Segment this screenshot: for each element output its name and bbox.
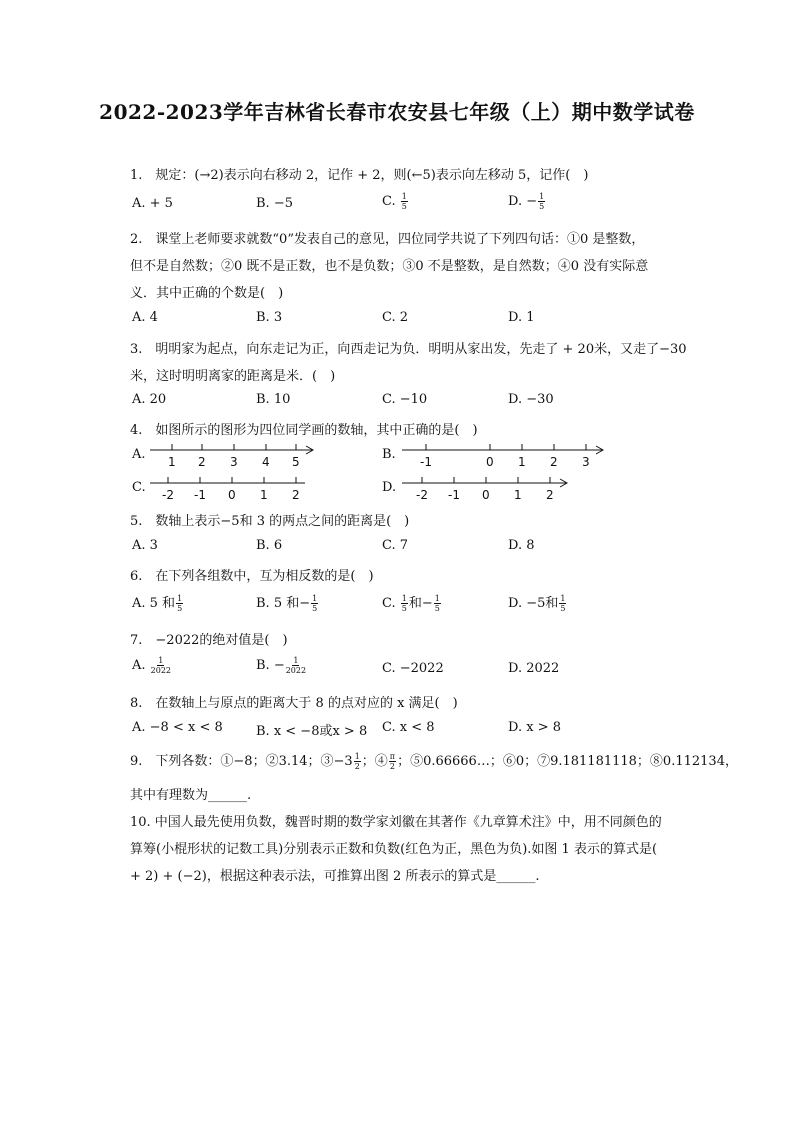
question-9-line-2: 其中有理数为______. xyxy=(130,788,252,803)
tick-label: -2 xyxy=(162,488,174,502)
tick-label: 0 xyxy=(228,488,236,502)
q7-option-b: B. − $\frac{1}{2022}$ xyxy=(256,656,307,675)
tick-label: -1 xyxy=(420,455,432,469)
fraction: $\frac{1}{2}$ xyxy=(354,752,360,771)
number-line-d xyxy=(402,477,572,507)
q4-option-c-label: C. xyxy=(132,480,146,495)
q6-option-a: A. 5 和 $\frac{1}{5}$ xyxy=(132,594,183,613)
tick-label: -1 xyxy=(448,488,460,502)
tick-label: 2 xyxy=(550,455,558,469)
q3-option-a: A. 20 xyxy=(132,392,167,407)
question-5-text: 5. 数轴上表示−5和 3 的两点之间的距离是( ) xyxy=(130,514,410,529)
tick-label: -2 xyxy=(416,488,428,502)
tick-label: 3 xyxy=(582,455,590,469)
fraction: $\frac{1}{5}$ xyxy=(539,192,545,211)
q3-option-c: C. −10 xyxy=(382,392,428,407)
fraction: $\frac{1}{5}$ xyxy=(177,594,183,613)
question-10-line-2: 算筹(小棍形状的记数工具)分别表示正数和负数(红色为正，黑色为负).如图 1 表示的算式是( xyxy=(130,842,658,857)
tick-label: -1 xyxy=(194,488,206,502)
q5-option-d: D. 8 xyxy=(508,538,535,553)
question-2-line-2: 但不是自然数；②0 既不是正数，也不是负数；③0 不是整数，是自然数；④0 没有实际意 xyxy=(130,259,649,274)
q7-option-d: D. 2022 xyxy=(508,661,560,676)
tick-label: 3 xyxy=(230,455,238,469)
question-2-line-1: 2. 课堂上老师要求就数“0”发表自己的意见，四位同学共说了下列四句话：①0 是整数， xyxy=(130,232,645,247)
tick-label: 4 xyxy=(262,455,270,469)
q8-option-d: D. x > 8 xyxy=(508,720,561,735)
question-6-text: 6. 在下列各组数中，互为相反数的是( ) xyxy=(130,569,374,584)
number-line-a xyxy=(150,444,320,474)
fraction: $\frac{\pi}{2}$ xyxy=(389,752,396,771)
question-1-text: 1. 规定：(→2)表示向右移动 2，记作 + 2，则(←5)表示向左移动 5，记作( ) xyxy=(130,168,589,183)
q1-option-b: B. −5 xyxy=(256,196,293,211)
q2-option-c: C. 2 xyxy=(382,310,409,325)
number-line-c xyxy=(150,477,310,507)
page-title: 2022-2023学年吉林省长春市农安县七年级（上）期中数学试卷 xyxy=(99,100,695,124)
fraction: $\frac{1}{5}$ xyxy=(401,594,407,613)
tick-label: 5 xyxy=(292,455,300,469)
q5-option-b: B. 6 xyxy=(256,538,283,553)
question-7-text: 7. −2022的绝对值是( ) xyxy=(130,633,288,648)
q7-option-c: C. −2022 xyxy=(382,661,444,676)
q8-option-b: B. x < −8或x > 8 xyxy=(256,724,368,739)
tick-label: 1 xyxy=(518,455,526,469)
fraction: $\frac{1}{5}$ xyxy=(401,192,407,211)
q6-option-c: C. $\frac{1}{5}$ 和− $\frac{1}{5}$ xyxy=(382,594,440,613)
q3-option-d: D. −30 xyxy=(508,392,554,407)
question-8-text: 8. 在数轴上与原点的距离大于 8 的点对应的 x 满足( ) xyxy=(130,696,458,711)
q1-option-d: D. − $\frac{1}{5}$ xyxy=(508,192,545,211)
q6-option-b: B. 5 和− $\frac{1}{5}$ xyxy=(256,594,318,613)
q8-option-a: A. −8 < x < 8 xyxy=(132,720,223,735)
fraction: $\frac{1}{5}$ xyxy=(434,594,440,613)
q2-option-d: D. 1 xyxy=(508,310,535,325)
q1-option-a: A. + 5 xyxy=(132,196,173,211)
tick-label: 1 xyxy=(260,488,268,502)
fraction: $\frac{1}{2022}$ xyxy=(285,656,307,675)
number-line-b xyxy=(402,444,607,474)
question-3-line-2: 米，这时明明离家的距离是米．( ) xyxy=(130,369,336,384)
question-4-text: 4. 如图所示的图形为四位同学画的数轴，其中正确的是( ) xyxy=(130,423,478,438)
q3-option-b: B. 10 xyxy=(256,392,291,407)
q6-option-d: D. −5和 $\frac{1}{5}$ xyxy=(508,594,566,613)
question-3-line-1: 3. 明明家为起点，向东走记为正，向西走记为负．明明从家出发，先走了 + 20米，又走了−30 xyxy=(130,342,687,357)
question-10-line-3: + 2) + (−2)，根据这种表示法，可推算出图 2 所表示的算式是______. xyxy=(130,869,540,884)
q4-option-a-label: A. xyxy=(132,447,146,462)
q2-option-a: A. 4 xyxy=(132,310,158,325)
tick-label: 2 xyxy=(292,488,300,502)
question-10-line-1: 10. 中国人最先使用负数，魏晋时期的数学家刘徽在其著作《九章算术注》中，用不同颜色的 xyxy=(130,815,662,830)
tick-label: 1 xyxy=(514,488,522,502)
tick-label: 2 xyxy=(546,488,554,502)
fraction: $\frac{1}{5}$ xyxy=(312,594,318,613)
question-9-line-1: 9. 下列各数：①−8；②3.14；③−3 $\frac{1}{2}$ ；④ $\frac{\pi}{2}$ ；⑤0.66666…；⑥0；⑦9.181181118；⑧0.112134， xyxy=(130,752,738,771)
q5-option-a: A. 3 xyxy=(132,538,158,553)
fraction: $\frac{1}{5}$ xyxy=(560,594,566,613)
q2-option-b: B. 3 xyxy=(256,310,283,325)
tick-label: 2 xyxy=(198,455,206,469)
q7-option-a: A. $\frac{1}{2022}$ xyxy=(132,656,172,675)
tick-label: 0 xyxy=(486,455,494,469)
tick-label: 0 xyxy=(482,488,490,502)
q4-option-b-label: B. xyxy=(382,447,396,462)
q8-option-c: C. x < 8 xyxy=(382,720,435,735)
question-2-line-3: 义．其中正确的个数是( ) xyxy=(130,286,284,301)
q4-option-d-label: D. xyxy=(382,480,397,495)
q5-option-c: C. 7 xyxy=(382,538,409,553)
fraction: $\frac{1}{2022}$ xyxy=(150,656,172,675)
q1-option-c: C. $\frac{1}{5}$ xyxy=(382,192,407,211)
tick-label: 1 xyxy=(168,455,176,469)
